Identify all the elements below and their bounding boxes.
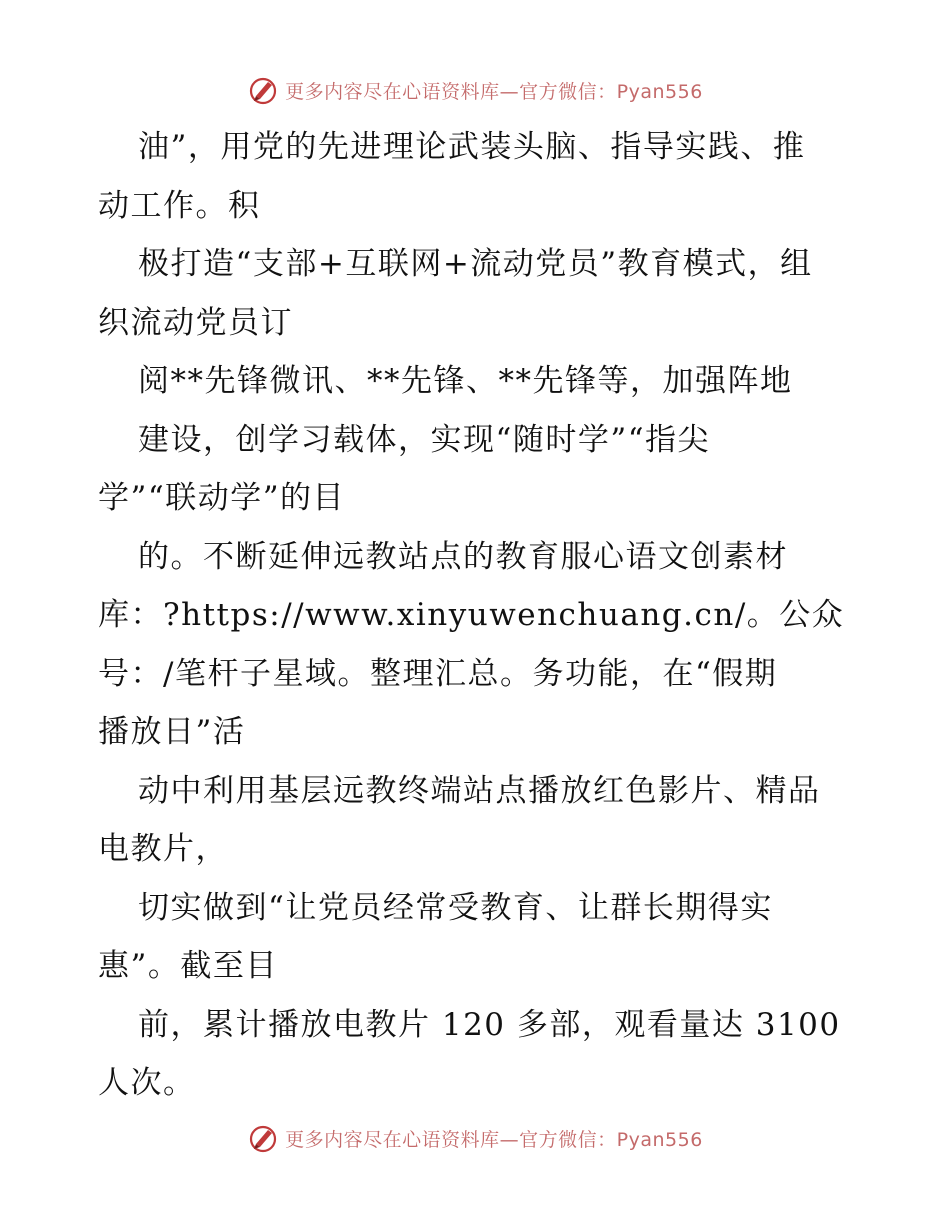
header-banner-text: 更多内容尽在心语资料库—官方微信：Pyan556: [285, 80, 703, 103]
body-text-line: 建设，创学习载体，实现“随时学”“指尖: [138, 421, 711, 458]
body-text-line: 阅**先锋微讯、**先锋、**先锋等，加强阵地: [138, 363, 793, 399]
header-banner: [0, 70, 950, 110]
body-text-line: 学”“联动学”的目: [98, 480, 346, 516]
body-text-line: 油”，用党的先进理论武装头脑、指导实践、推: [138, 129, 806, 165]
body-text-line: 库：?https://www.xinyuwenchuang.cn/。公众: [98, 597, 845, 633]
body-text-line: 前，累计播放电教片 120 多部，观看量达 3100: [138, 1006, 841, 1043]
body-text-line: 播放日”活: [98, 714, 246, 750]
footer-banner: [0, 1118, 950, 1158]
document-body: [98, 118, 858, 1113]
body-text-line: 动工作。积: [98, 187, 261, 224]
body-text-line: 号：/笔杆子星域。整理汇总。务功能，在“假期: [98, 655, 778, 692]
pen-logo-icon: [247, 74, 279, 106]
body-text-line: 的。不断延伸远教站点的教育服心语文创素材: [138, 538, 788, 575]
body-text-line: 动中利用基层远教终端站点播放红色影片、精品: [138, 772, 821, 809]
body-text-line: 织流动党员订: [98, 304, 293, 341]
footer-banner-text: 更多内容尽在心语资料库—官方微信：Pyan556: [285, 1128, 703, 1151]
body-text-line: 极打造“支部+互联网+流动党员”教育模式，组: [138, 246, 813, 282]
body-text-line: 电教片，: [98, 831, 228, 867]
body-text-line: 惠”。截至目: [98, 948, 278, 984]
body-text-line: 切实做到“让党员经常受教育、让群长期得实: [138, 889, 773, 926]
body-text-line: 人次。: [98, 1065, 196, 1101]
pen-logo-icon: [247, 1122, 279, 1154]
